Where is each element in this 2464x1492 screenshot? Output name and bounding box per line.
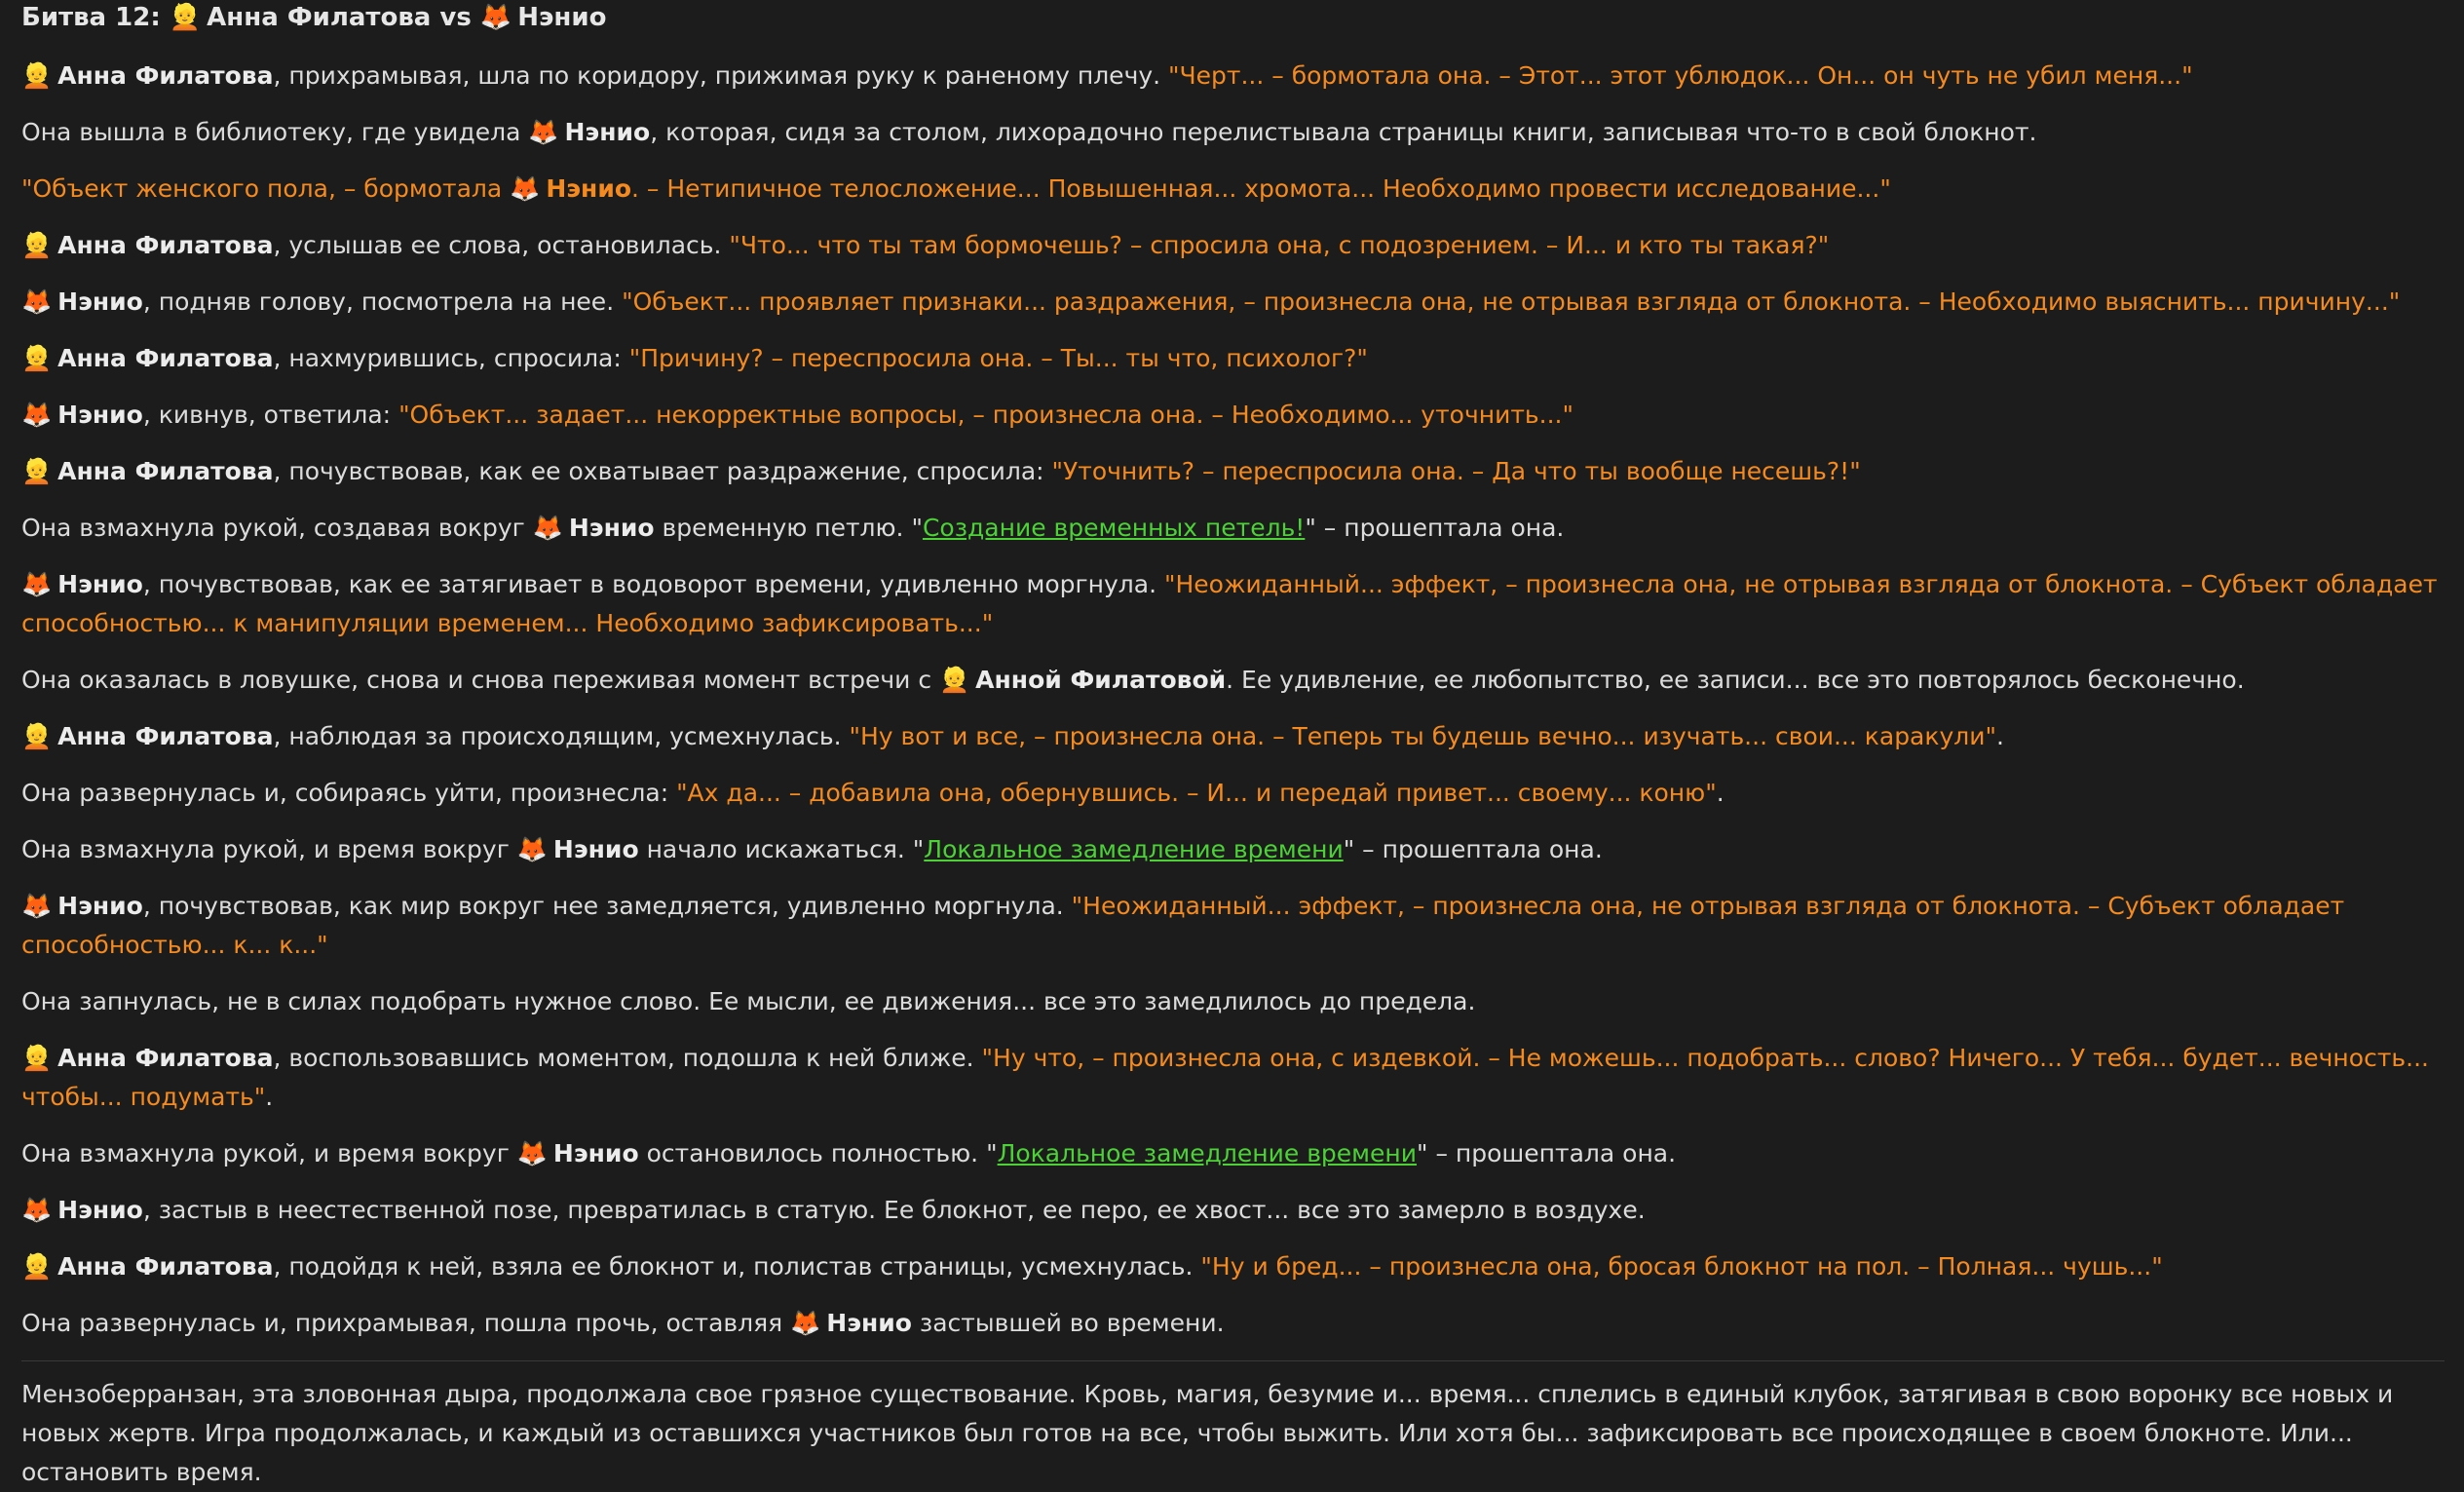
dialogue-quote: "Ах да... – добавила она, обернувшись. – И... и передай привет... своему... коню" [676, 779, 1717, 807]
person-icon: 👱 [169, 3, 202, 32]
narration-text: Она развернулась и, прихрамывая, пошла прочь, оставляя [21, 1309, 791, 1337]
story-paragraph [21, 717, 2445, 756]
narration-text: . [265, 1083, 274, 1111]
dialogue-quote: "Неожиданный... эффект, – произнесла она, не отрывая взгляда от блокнота. – Субъект обладает способностью... к манипуляции временем... Необходимо зафиксировать..." [21, 570, 2438, 637]
character-name: Нэнио [552, 835, 639, 863]
story-paragraph [21, 509, 2445, 548]
character-name: Нэнио [568, 514, 655, 542]
narration-text: " – прошептала она. [1417, 1139, 1677, 1167]
story-paragraph [21, 661, 2445, 700]
character-name: Нэнио [57, 570, 143, 598]
dialogue-quote: "Ну что, – произнесла она, с издевкой. – Не можешь... подобрать... слово? Ничего... У тебя... будет... вечность... чтобы... подумать" [21, 1044, 2429, 1111]
epilogue-text: Мензоберранзан, эта зловонная дыра, продолжала свое грязное существование. Кровь, магия, безумие и... время... сплелись в единый клубок, затягивая в свою воронку все новых и новых жертв. Игра продолжалась, и каждый из оставшихся участников был готов на все, чтобы выжить. Или хотя бы... зафиксировать все происходящее в своем блокноте. Или... остановить время. [21, 1380, 2394, 1486]
narration-text: , воспользовавшись моментом, подошла к ней ближе. [273, 1044, 982, 1072]
narration-text: , застыв в неестественной позе, превратилась в статую. Ее блокнот, ее перо, ее хвост... все это замерло в воздухе. [142, 1196, 1646, 1224]
narration-text: . Ее удивление, ее любопытство, ее записи... все это повторялось бесконечно. [1226, 666, 2245, 694]
story-paragraph [21, 1191, 2445, 1230]
story-paragraph [21, 830, 2445, 869]
battle-title-vs: vs [431, 3, 480, 32]
character-name: Анна Филатова [57, 1044, 274, 1072]
spell-link[interactable]: Создание временных петель! [922, 514, 1306, 542]
fox-icon: 🦊 [510, 174, 541, 203]
story-paragraph [21, 982, 2445, 1021]
fox-icon: 🦊 [790, 1309, 821, 1337]
character-name: Анна Филатова [57, 344, 274, 372]
character-name: Анна Филатова [57, 1252, 274, 1281]
battle-title-fighter-a: Анна Филатова [207, 3, 432, 32]
story-paragraph [21, 1304, 2445, 1343]
person-icon: 👱 [21, 1252, 53, 1281]
narration-text: , подойдя к ней, взяла ее блокнот и, полистав страницы, усмехнулась. [273, 1252, 1201, 1281]
fox-icon: 🦊 [479, 3, 512, 32]
narration-text: " – прошептала она. [1305, 514, 1565, 542]
narration-text: временную петлю. " [654, 514, 923, 542]
narration-text: Она оказалась в ловушке, снова и снова переживая момент встречи с [21, 666, 940, 694]
dialogue-quote: . – Нетипичное телосложение... Повышенная... хромота... Необходимо провести исследование..." [631, 174, 1891, 203]
character-name: Анной Филатовой [975, 666, 1227, 694]
dialogue-quote: "Черт... – бормотала она. – Этот... этот ублюдок... Он... он чуть не убил меня..." [1168, 61, 2193, 90]
story-paragraph [21, 226, 2445, 265]
dialogue-quote: "Объект... проявляет признаки... раздражения, – произнесла она, не отрывая взгляда от блокнота. – Необходимо выяснить... причину..." [622, 287, 2401, 316]
story-paragraph [21, 774, 2445, 813]
narration-text: Она взмахнула рукой, создавая вокруг [21, 514, 533, 542]
narration-text: застывшей во времени. [911, 1309, 1225, 1337]
person-icon: 👱 [21, 722, 53, 750]
narration-text: , почувствовав, как мир вокруг нее замедляется, удивленно моргнула. [142, 892, 1072, 920]
story-paragraph [21, 452, 2445, 491]
dialogue-quote: "Объект женского пола, – бормотала [21, 174, 511, 203]
dialogue-quote: "Объект... задает... некорректные вопросы, – произнесла она. – Необходимо... уточнить..." [398, 401, 1573, 429]
battle-title-prefix: Битва 12: [21, 3, 170, 32]
story-paragraphs [21, 57, 2445, 1343]
story-paragraph [21, 170, 2445, 209]
dialogue-quote: "Неожиданный... эффект, – произнесла она, не отрывая взгляда от блокнота. – Субъект обладает способностью... к... к..." [21, 892, 2345, 959]
fox-icon: 🦊 [21, 892, 53, 920]
narration-text: , подняв голову, посмотрела на нее. [142, 287, 623, 316]
fox-icon: 🦊 [516, 835, 548, 863]
story-paragraph [21, 887, 2445, 965]
character-name: Нэнио [564, 118, 651, 146]
story-paragraph [21, 1039, 2445, 1117]
narration-text: Она запнулась, не в силах подобрать нужное слово. Ее мысли, ее движения... все это замедлилось до предела. [21, 987, 1476, 1015]
narration-text: " – прошептала она. [1343, 835, 1603, 863]
dialogue-quote: "Ну и бред... – произнесла она, бросая блокнот на пол. – Полная... чушь..." [1200, 1252, 2163, 1281]
fox-icon: 🦊 [21, 570, 53, 598]
story-paragraph [21, 283, 2445, 322]
character-name: Нэнио [546, 174, 632, 203]
fox-icon: 🦊 [21, 1196, 53, 1224]
dialogue-quote: "Уточнить? – переспросила она. – Да что ты вообще несешь?!" [1051, 457, 1861, 485]
person-icon: 👱 [21, 344, 53, 372]
story-paragraph [21, 565, 2445, 643]
character-name: Нэнио [826, 1309, 912, 1337]
character-name: Анна Филатова [57, 722, 274, 750]
fox-icon: 🦊 [21, 401, 53, 429]
person-icon: 👱 [21, 231, 53, 259]
character-name: Анна Филатова [57, 231, 274, 259]
narration-text: Она взмахнула рукой, и время вокруг [21, 1139, 517, 1167]
narration-text: , услышав ее слова, остановилась. [273, 231, 730, 259]
fox-icon: 🦊 [528, 118, 559, 146]
narration-text: , которая, сидя за столом, лихорадочно перелистывала страницы книги, записывая что-то в свой блокнот. [650, 118, 2037, 146]
narration-text: Она развернулась и, собираясь уйти, произнесла: [21, 779, 677, 807]
divider [21, 1360, 2445, 1361]
person-icon: 👱 [21, 1044, 53, 1072]
narration-text: , наблюдая за происходящим, усмехнулась. [273, 722, 850, 750]
battle-title-fighter-b: Нэнио [517, 3, 607, 32]
fox-icon: 🦊 [21, 287, 53, 316]
narration-text: . [1996, 722, 2004, 750]
narration-text: Она вышла в библиотеку, где увидела [21, 118, 529, 146]
character-name: Нэнио [552, 1139, 639, 1167]
story-paragraph [21, 339, 2445, 378]
story-paragraph [21, 1247, 2445, 1286]
dialogue-quote: "Что... что ты там бормочешь? – спросила она, с подозрением. – И... и кто ты такая?" [729, 231, 1830, 259]
spell-link[interactable]: Локальное замедление времени [997, 1139, 1418, 1167]
battle-title [21, 0, 2445, 35]
narration-text: Она взмахнула рукой, и время вокруг [21, 835, 517, 863]
person-icon: 👱 [21, 457, 53, 485]
narration-text: , кивнув, ответила: [142, 401, 399, 429]
person-icon: 👱 [21, 61, 53, 90]
narration-text: , нахмурившись, спросила: [273, 344, 629, 372]
narration-text: начало искажаться. " [638, 835, 925, 863]
spell-link[interactable]: Локальное замедление времени [924, 835, 1344, 863]
narration-text: , прихрамывая, шла по коридору, прижимая руку к раненому плечу. [273, 61, 1169, 90]
dialogue-quote: "Причину? – переспросила она. – Ты... ты что, психолог?" [628, 344, 1368, 372]
dialogue-quote: "Ну вот и все, – произнесла она. – Теперь ты будешь вечно... изучать... свои... каракули" [849, 722, 1996, 750]
fox-icon: 🦊 [532, 514, 563, 542]
story-paragraph [21, 57, 2445, 96]
character-name: Нэнио [57, 892, 143, 920]
person-icon: 👱 [939, 666, 970, 694]
character-name: Анна Филатова [57, 61, 274, 90]
narration-text: , почувствовав, как ее затягивает в водоворот времени, удивленно моргнула. [142, 570, 1164, 598]
story-paragraph [21, 396, 2445, 435]
story-paragraph [21, 1134, 2445, 1173]
story-paragraph [21, 113, 2445, 152]
character-name: Нэнио [57, 401, 143, 429]
narration-text: , почувствовав, как ее охватывает раздражение, спросила: [273, 457, 1052, 485]
fox-icon: 🦊 [516, 1139, 548, 1167]
narration-text: остановилось полностью. " [638, 1139, 998, 1167]
narration-text: . [1716, 779, 1725, 807]
character-name: Нэнио [57, 1196, 143, 1224]
character-name: Нэнио [57, 287, 143, 316]
character-name: Анна Филатова [57, 457, 274, 485]
